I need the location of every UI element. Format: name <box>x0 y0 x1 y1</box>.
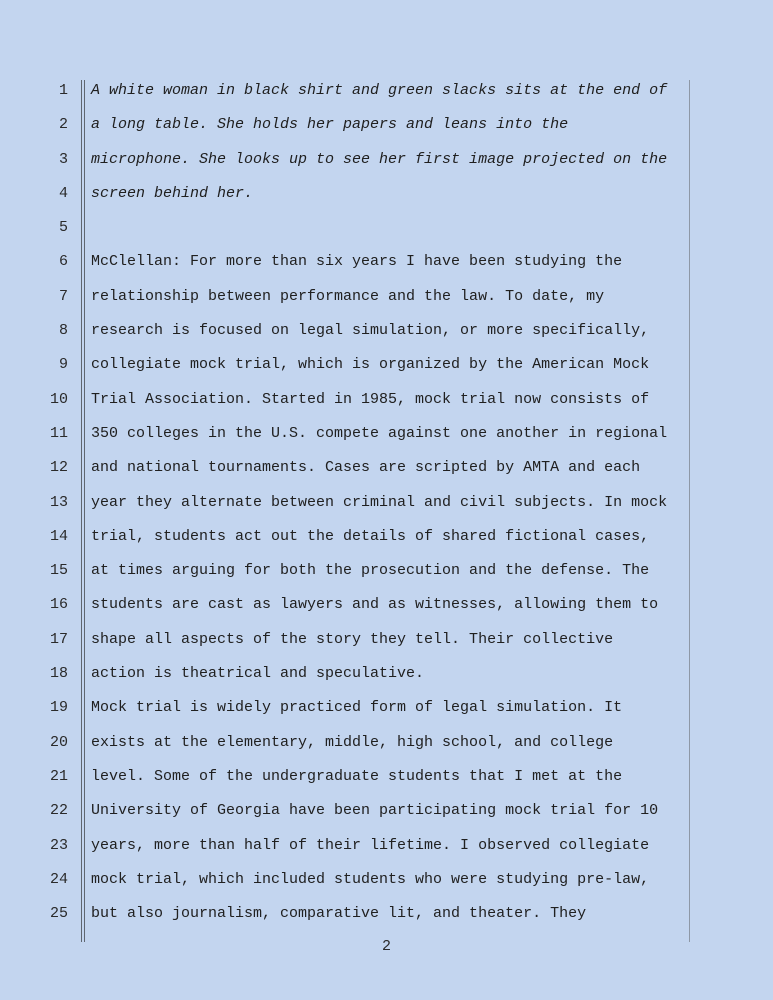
document-line <box>0 245 773 279</box>
document-line <box>0 143 773 177</box>
line-text: 350 colleges in the U.S. compete against one another in regional <box>91 424 668 442</box>
document-line <box>0 794 773 828</box>
line-number: 5 <box>58 219 68 237</box>
pleading-lines <box>0 74 773 931</box>
line-text: Trial Association. Started in 1985, mock trial now consists of <box>91 390 650 408</box>
line-number: 19 <box>49 699 68 717</box>
document-line <box>0 486 773 520</box>
document-line <box>0 451 773 485</box>
line-number: 7 <box>58 287 68 305</box>
line-number: 3 <box>58 150 68 168</box>
line-text: Mock trial is widely practiced form of legal simulation. It <box>91 699 623 717</box>
document-line <box>0 623 773 657</box>
line-text: collegiate mock trial, which is organized by the American Mock <box>91 356 650 374</box>
document-line <box>0 383 773 417</box>
line-number: 11 <box>49 424 68 442</box>
line-number: 16 <box>49 596 68 614</box>
line-text: action is theatrical and speculative. <box>91 665 425 683</box>
line-text: shape all aspects of the story they tell. Their collective <box>91 630 614 648</box>
document-line <box>0 177 773 211</box>
line-number: 15 <box>49 562 68 580</box>
line-text: level. Some of the undergraduate students that I met at the <box>91 767 623 785</box>
line-text: students are cast as lawyers and as witnesses, allowing them to <box>91 596 659 614</box>
document-line <box>0 211 773 245</box>
document-line <box>0 657 773 691</box>
line-text: mock trial, which included students who were studying pre-law, <box>91 870 650 888</box>
line-text: a long table. She holds her papers and leans into the <box>91 116 569 134</box>
line-text: microphone. She looks up to see her first image projected on the <box>91 150 668 168</box>
line-number: 2 <box>58 116 68 134</box>
line-text: and national tournaments. Cases are scripted by AMTA and each <box>91 459 641 477</box>
line-number: 18 <box>49 665 68 683</box>
line-text: McClellan: For more than six years I have been studying the <box>91 253 623 271</box>
document-line <box>0 863 773 897</box>
line-number: 13 <box>49 493 68 511</box>
document-line <box>0 74 773 108</box>
line-text: research is focused on legal simulation, or more specifically, <box>91 322 650 340</box>
document-line <box>0 348 773 382</box>
document-line <box>0 417 773 451</box>
line-number: 17 <box>49 630 68 648</box>
document-line <box>0 829 773 863</box>
document-line <box>0 280 773 314</box>
line-number: 9 <box>58 356 68 374</box>
document-line <box>0 897 773 931</box>
line-number: 23 <box>49 836 68 854</box>
line-number: 6 <box>58 253 68 271</box>
line-text: A white woman in black shirt and green slacks sits at the end of <box>91 82 668 99</box>
line-number: 4 <box>58 184 68 202</box>
line-text: relationship between performance and the law. To date, my <box>91 287 605 305</box>
line-text: year they alternate between criminal and civil subjects. In mock <box>91 493 668 511</box>
document-line <box>0 726 773 760</box>
document-line <box>0 554 773 588</box>
document-line <box>0 108 773 142</box>
document-line <box>0 588 773 622</box>
line-number: 20 <box>49 733 68 751</box>
line-number: 1 <box>58 82 68 99</box>
line-number: 8 <box>58 322 68 340</box>
document-line <box>0 520 773 554</box>
line-text: screen behind her. <box>91 184 254 202</box>
line-number: 22 <box>49 802 68 820</box>
document-line <box>0 691 773 725</box>
line-number: 12 <box>49 459 68 477</box>
line-text: exists at the elementary, middle, high school, and college <box>91 733 614 751</box>
page-number: 2 <box>381 938 391 955</box>
line-text: at times arguing for both the prosecution and the defense. The <box>91 562 650 580</box>
line-number: 24 <box>49 870 68 888</box>
document-line <box>0 314 773 348</box>
line-text: University of Georgia have been participating mock trial for 10 <box>91 802 659 820</box>
line-number: 25 <box>49 905 68 923</box>
line-text: years, more than half of their lifetime. I observed collegiate <box>91 836 650 854</box>
line-number: 21 <box>49 767 68 785</box>
line-number: 10 <box>49 390 68 408</box>
line-number: 14 <box>49 527 68 545</box>
document-line <box>0 760 773 794</box>
line-text: trial, students act out the details of shared fictional cases, <box>91 527 650 545</box>
line-text: but also journalism, comparative lit, and theater. They <box>91 905 587 923</box>
